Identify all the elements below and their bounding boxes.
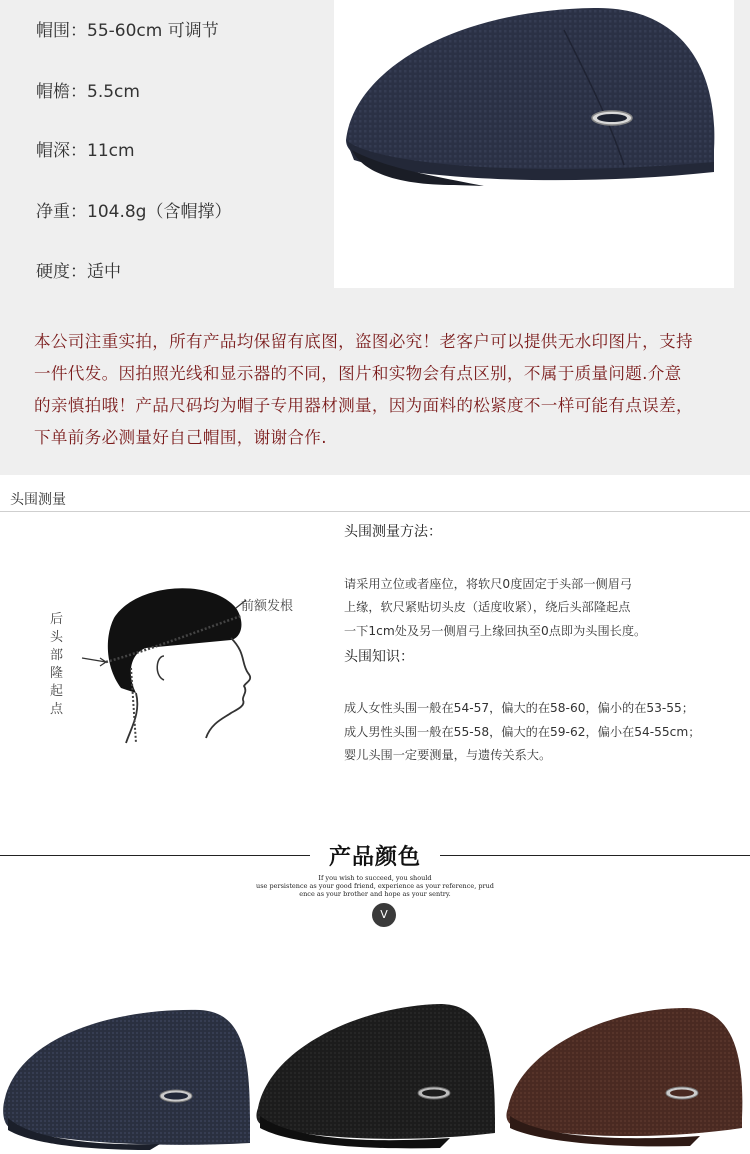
head-diagram (36, 578, 326, 748)
cap-photo-brown (500, 968, 750, 1150)
method-line: 请采用立位或者座位，将软尺0度固定于头部一侧眉弓 (344, 577, 633, 591)
back-label-char: 起 (50, 684, 64, 699)
spec-value: 104.8g（含帽撑） (87, 202, 232, 222)
hero-cap-photo (334, 0, 734, 288)
spec-label: 帽深 (36, 141, 70, 161)
back-label-char: 部 (50, 648, 64, 663)
spec-brim: 帽檐：5.5cm (36, 82, 140, 102)
back-label-char: 后 (50, 612, 64, 627)
knowledge-line: 成人女性头围一般在54-57，偏大的在58-60，偏小的在53-55； (344, 701, 694, 715)
spec-hardness: 硬度：适中 (36, 262, 121, 282)
knowledge-line: 婴儿头围一定要测量，与遗传关系大。 (344, 748, 552, 762)
spec-circumference: 帽围：55-60cm 可调节 (36, 21, 219, 41)
measure-section-header (0, 485, 750, 512)
v-badge-icon: V (372, 903, 396, 927)
cap-photo-navy (0, 968, 250, 1150)
notice-line: 一件代发。因拍照光线和显示器的不同，图片和实物会有点区别，不属于质量问题.介意 (34, 364, 682, 383)
back-label-char: 点 (50, 702, 64, 717)
spec-depth: 帽深：11cm (36, 141, 135, 161)
method-line: 上缘，软尺紧贴切头皮（适度收紧），绕后头部隆起点 (344, 600, 631, 614)
navy-cap-thumbnail (0, 968, 250, 1150)
slogan-line: ence as your brother and hope as your sentry. (299, 890, 451, 898)
spec-value: 55-60cm 可调节 (87, 21, 219, 41)
spec-value: 适中 (87, 262, 121, 282)
method-title: 头围测量方法： (344, 524, 442, 540)
spec-value: 11cm (87, 141, 135, 161)
knowledge-line: 成人男性头围一般在55-58，偏大的在59-62，偏小在54-55cm； (344, 725, 701, 739)
front-label: 前额发根 (241, 599, 294, 614)
spec-label: 帽檐 (36, 82, 70, 102)
spec-value: 5.5cm (87, 82, 140, 102)
shop-notice (34, 326, 734, 454)
navy-cap-image (334, 0, 734, 288)
section-title: 头围测量 (10, 492, 66, 508)
color-section-title: 产品颜色 (310, 840, 440, 871)
back-label-char: 隆 (50, 666, 64, 681)
notice-line: 的亲慎拍哦！产品尺码均为帽子专用器材测量，因为面料的松紧度不一样可能有点误差， (34, 396, 693, 415)
spec-weight: 净重：104.8g（含帽撑） (36, 202, 232, 222)
spec-label: 硬度 (36, 262, 70, 282)
method-line: 一下1cm处及另一侧眉弓上缘回执至0点即为头围长度。 (344, 624, 647, 638)
head-measure-illustration (36, 578, 326, 748)
black-cap-thumbnail (250, 968, 500, 1150)
cap-photo-black (250, 968, 500, 1150)
notice-line: 下单前务必测量好自己帽围，谢谢合作. (34, 428, 327, 447)
brown-cap-thumbnail (500, 968, 750, 1150)
spec-label: 帽围 (36, 21, 70, 41)
notice-line: 本公司注重实拍，所有产品均保留有底图，盗图必究！老客户可以提供无水印图片，支持 (34, 332, 693, 351)
spec-section (0, 0, 750, 475)
back-label-char: 头 (50, 630, 64, 645)
slogan-line: use persistence as your good friend, experience as your reference, prud (256, 882, 494, 890)
slogan-line: If you wish to succeed, you should (318, 874, 432, 882)
knowledge-title: 头围知识： (344, 649, 414, 665)
spec-label: 净重 (36, 202, 70, 222)
